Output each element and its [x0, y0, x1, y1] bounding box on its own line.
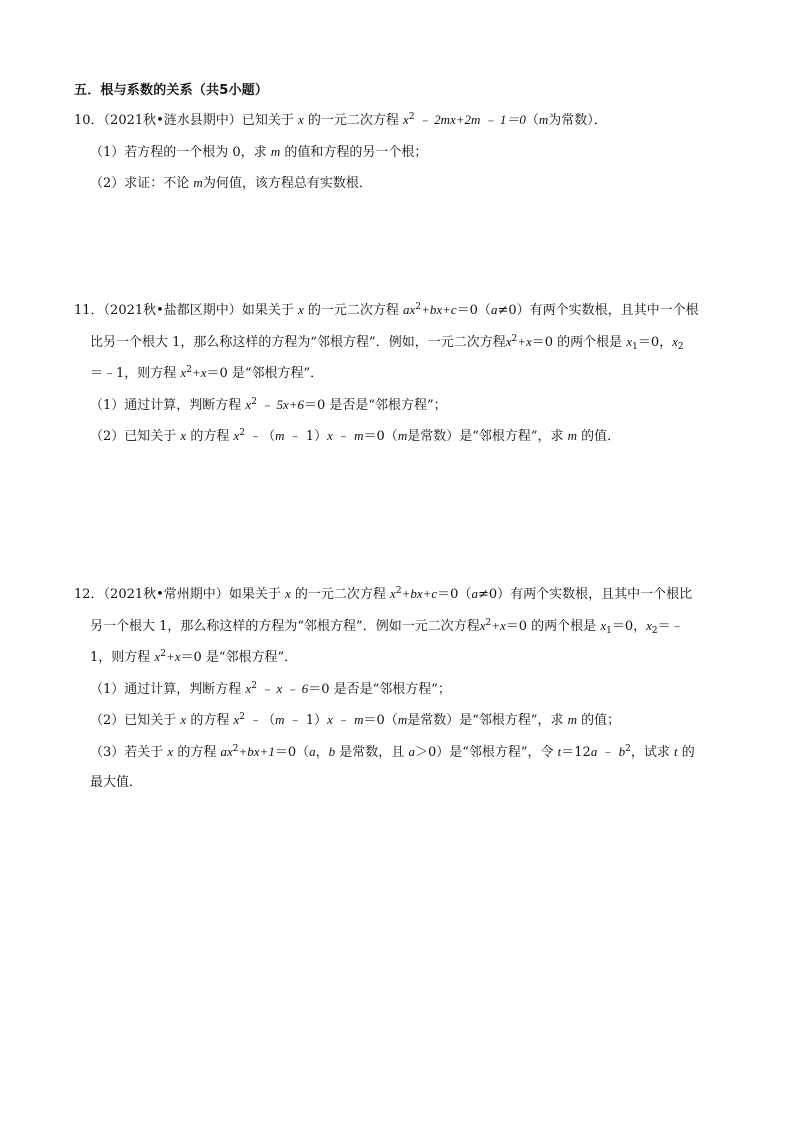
q11-stem-line1: [74, 301, 699, 320]
q12-part3-line2: [90, 774, 142, 792]
math-var: x: [505, 334, 512, 349]
q10-part1-text: 的值和方程的另一个根；: [284, 145, 428, 160]
q12-part3-text: ，试求: [630, 745, 670, 760]
q12-text: ＝0 是“邻根方程”．: [180, 650, 298, 665]
q12-part2-text: ＝0（: [363, 713, 398, 728]
subscript: 2: [651, 626, 658, 636]
math-var: b: [618, 744, 626, 759]
q11-part2-text: ﹣（: [245, 429, 276, 444]
math-var: a: [408, 744, 415, 759]
q12-part3-text: ，: [315, 745, 329, 760]
math-var: x: [600, 618, 607, 633]
q11-part2: [90, 427, 620, 446]
math-var: x: [180, 428, 187, 443]
q12-part1: [90, 680, 451, 699]
q10-text: 为常数）．: [548, 113, 607, 128]
math-var: ax: [403, 302, 416, 317]
q10-source: （2021秋•涟水县期中）: [103, 113, 242, 128]
exponent: 2: [251, 397, 257, 407]
q11-part1-text: ＝0 是否是“邻根方程”；: [303, 398, 447, 413]
math-var: a: [590, 744, 598, 759]
q11-text: ＝0，: [637, 335, 673, 350]
math-var: x: [167, 744, 174, 759]
q12-part2-text: ﹣: [332, 713, 355, 728]
math-var: a: [309, 744, 316, 759]
exponent: 2: [186, 365, 192, 375]
math-var: +bx+c: [421, 302, 457, 317]
q12-part2-text: ﹣（: [245, 713, 276, 728]
math-var: ax: [220, 744, 233, 759]
q11-part2-text: （2）已知关于: [90, 429, 177, 444]
math-var: m: [354, 712, 364, 727]
math-var: m: [275, 712, 285, 727]
q11-text: ＝0 是“邻根方程”．: [206, 366, 324, 381]
q11-part2-text: 是常数）是“邻根方程”，求: [407, 429, 564, 444]
math-var: x: [403, 112, 409, 127]
q11-part2-text: 的方程: [190, 429, 230, 444]
q12-part2-text: （2）已知关于: [90, 713, 177, 728]
q11-part2-text: 的值．: [581, 429, 621, 444]
q12-text: 如果关于: [228, 587, 281, 602]
math-var: x: [479, 618, 486, 633]
math-var: m: [275, 428, 285, 443]
exponent: 2: [239, 428, 246, 438]
math-var: x: [233, 712, 240, 727]
q12-part3-line1: [90, 743, 695, 762]
exponent: 2: [415, 302, 422, 312]
exponent: 2: [232, 744, 239, 754]
q11-text: ≠0）有两个实数根，且其中一个根: [497, 303, 699, 318]
math-var: +x: [191, 365, 207, 380]
subscript: 2: [677, 342, 684, 352]
q12-part3-text: （3）若关于: [90, 745, 164, 760]
q10-part2-text: 为何值，该方程总有实数根．: [202, 176, 372, 191]
math-var: x: [180, 365, 187, 380]
q10-part1-text: （1）若方程的一个根为 0，求: [90, 145, 267, 160]
math-var: ﹣ x ﹣ 6: [256, 681, 309, 696]
q12-part3-text: 的: [681, 745, 695, 760]
q12-text: ＝0 的两个根是: [505, 619, 597, 634]
q11-part2-text: ＝0（: [363, 429, 398, 444]
math-var: m: [270, 144, 281, 159]
math-var: x: [297, 112, 304, 127]
q12-part3-text: ＝0（: [274, 745, 310, 760]
q12-part3-text: 是常数，且: [339, 745, 405, 760]
math-var: a: [471, 586, 478, 601]
q10-part1: [90, 143, 427, 162]
math-var: x: [154, 649, 161, 664]
q10-stem: [74, 111, 607, 130]
q12-part2-text: 是常数）是“邻根方程”，求: [407, 713, 564, 728]
math-var: x: [297, 302, 304, 317]
q11-stem-line2: [90, 333, 684, 352]
q10-part2-text: （2）求证：不论: [90, 176, 190, 191]
q11-part1: [90, 396, 447, 415]
q12-source: （2021秋•常州期中）: [103, 587, 229, 602]
q11-part2-text: ﹣: [332, 429, 355, 444]
exponent: 2: [625, 744, 631, 754]
math-var: x: [672, 334, 678, 349]
math-var: m: [354, 428, 364, 443]
q11-text: 的一元二次方程: [307, 303, 399, 318]
exponent: 2: [485, 618, 492, 628]
math-var: +x: [491, 618, 506, 633]
q11-number: 11．: [74, 303, 104, 318]
math-var: +x: [517, 334, 532, 349]
q10-text: 已知关于: [241, 113, 294, 128]
q12-part1-text: ＝0 是否是“邻根方程”；: [308, 682, 451, 697]
math-var: x: [327, 712, 333, 727]
q12-text: 1，则方程: [90, 650, 151, 665]
math-var: t: [557, 744, 562, 759]
exponent: 2: [251, 681, 257, 691]
q11-text: ＝0 的两个根是: [531, 335, 623, 350]
q11-stem-line3: [90, 364, 323, 383]
q11-part2-text: ﹣ 1）: [284, 429, 328, 444]
math-var: m: [567, 712, 578, 727]
q12-part3-text: ＞0）是“邻根方程”，令: [414, 745, 554, 760]
math-var: x: [245, 681, 252, 696]
q12-stem-line3: [90, 648, 297, 667]
math-var: b: [328, 744, 336, 759]
q12-part2-text: ﹣ 1）: [284, 713, 328, 728]
math-var: m: [538, 112, 549, 127]
subscript: 1: [632, 342, 638, 352]
math-var: x: [390, 586, 396, 601]
q12-part2-text: 的值；: [581, 713, 621, 728]
q12-part3-text: ＝12: [561, 745, 591, 760]
exponent: 2: [160, 649, 166, 659]
math-var: x: [284, 586, 291, 601]
q11-source: （2021秋•盐都区期中）: [103, 303, 242, 318]
math-var: +x: [165, 649, 181, 664]
q10-part2: [90, 174, 372, 193]
q12-part3-text: ﹣: [597, 745, 619, 760]
q12-text: ＝0，: [611, 619, 647, 634]
q12-part3-text: 最大值．: [90, 775, 143, 790]
q10-text: （: [525, 113, 539, 128]
q11-text: ＝0（: [456, 303, 491, 318]
q10-equation: ﹣ 2mx+2m ﹣ 1＝0: [414, 112, 526, 127]
q12-part2: [90, 711, 620, 730]
q11-text: ＝﹣1，则方程: [90, 366, 177, 381]
math-var: x: [233, 428, 240, 443]
exponent: 2: [408, 112, 415, 122]
q12-part2-text: 的方程: [190, 713, 230, 728]
q12-text: ＝﹣: [657, 619, 684, 634]
math-var: x: [245, 397, 252, 412]
math-var: m: [397, 428, 408, 443]
math-var: x: [626, 334, 633, 349]
math-var: t: [673, 744, 678, 759]
math-var: m: [193, 175, 203, 190]
math-var: ﹣ 5x+6: [256, 397, 304, 412]
q12-text: ＝0（: [437, 587, 472, 602]
q12-stem-line1: [74, 585, 692, 604]
q11-text: 比另一个根大 1，那么称这样的方程为“邻根方程”．例如，一元二次方程: [90, 335, 506, 350]
q11-text: 如果关于: [241, 303, 294, 318]
q11-part1-text: （1）通过计算，判断方程: [90, 398, 242, 413]
q12-number: 12．: [74, 587, 104, 602]
q12-part1-text: （1）通过计算，判断方程: [90, 682, 242, 697]
math-var: m: [397, 712, 408, 727]
q12-text: 的一元二次方程: [294, 587, 386, 602]
math-var: m: [567, 428, 578, 443]
math-var: +bx+1: [238, 744, 275, 759]
q10-number: 10．: [74, 113, 104, 128]
q10-text: 的一元二次方程: [307, 113, 399, 128]
q12-text: 另一个根大 1，那么称这样的方程为“邻根方程”．例如一元二次方程: [90, 619, 480, 634]
math-var: x: [327, 428, 333, 443]
section-title: 五．根与系数的关系（共5小题）: [74, 83, 269, 98]
math-var: x: [646, 618, 652, 633]
math-var: +bx+c: [401, 586, 438, 601]
subscript: 1: [606, 626, 612, 636]
math-var: a: [490, 302, 498, 317]
exponent: 2: [511, 334, 518, 344]
q12-text: ≠0）有两个实数根，且其中一个根比: [477, 587, 693, 602]
exponent: 2: [395, 586, 402, 596]
math-var: x: [180, 712, 187, 727]
exponent: 2: [239, 712, 246, 722]
q12-stem-line2: [90, 617, 684, 636]
q12-part3-text: 的方程: [177, 745, 217, 760]
